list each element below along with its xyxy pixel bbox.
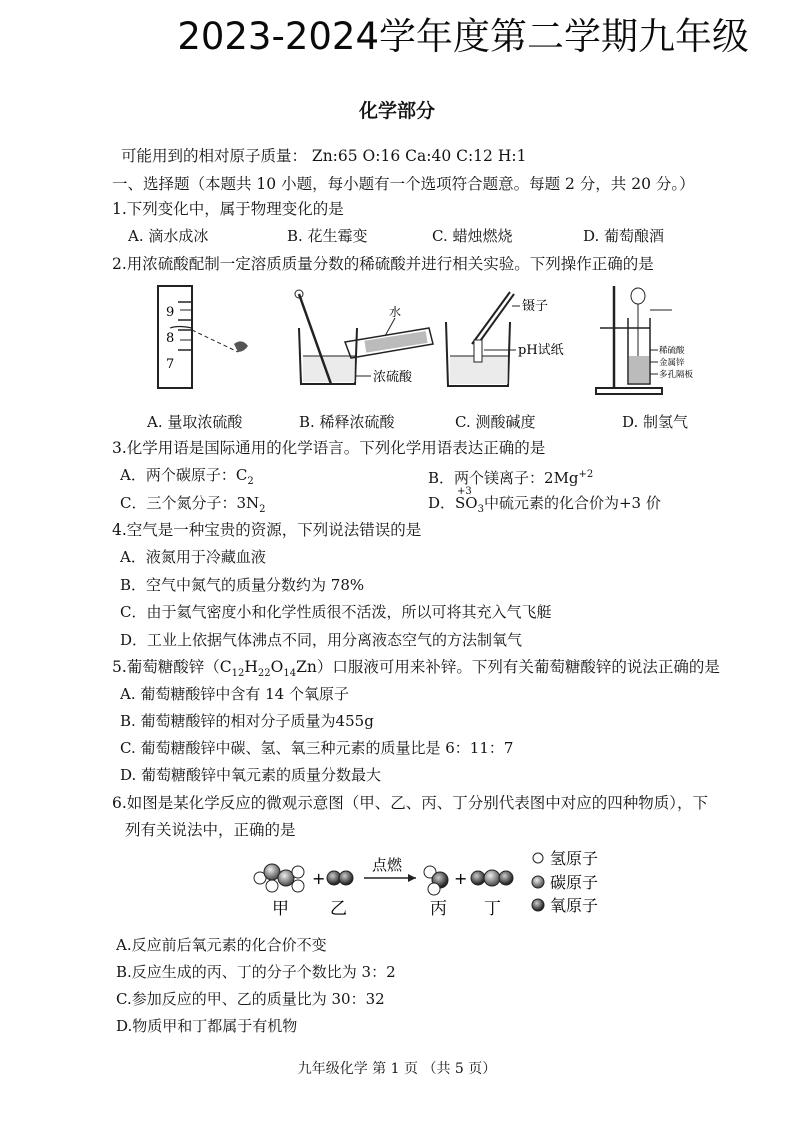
label-jia: 甲 [272,899,289,919]
q2-caption-b: B. 稀释浓硫酸 [299,413,395,431]
molecule-ding [471,870,513,886]
plus-sign-1: + [312,869,326,888]
label-bing: 丙 [430,899,447,919]
q2-stem: 2.用浓硫酸配制一定溶质质量分数的稀硫酸并进行相关实验。下列操作正确的是 [112,255,654,273]
figure-a-cylinder [150,284,260,394]
legend-oxygen: 氧原子 [550,896,599,915]
cylinder-label-7: 7 [166,357,175,372]
q3-option-d: D． +3 $SO_3$中硫元素的化合价为+3 价 [428,486,661,515]
q5-option-d: D. 葡萄糖酸锌中氧元素的质量分数最大 [120,766,382,784]
plus-sign-2: + [454,869,468,888]
q4-option-a: A．液氮用于冷藏血液 [120,548,266,566]
label-ding: 丁 [484,899,501,919]
q1-option-c: C. 蜡烛燃烧 [432,227,513,245]
oxygen-atom-icon [532,899,544,911]
q5-option-a: A. 葡萄糖酸锌中含有 14 个氧原子 [120,685,349,703]
part-one-heading: 一、选择题（本题共 10 小题，每小题有一个选项符合题意。每题 2 分，共 20 分。） [112,175,695,193]
q2-caption-a: A. 量取浓硫酸 [147,413,243,431]
q1-option-b: B. 花生霉变 [287,227,368,245]
dilute-acid-label: 稀硫酸 [659,346,685,356]
acid-label: 浓硫酸 [373,370,413,385]
hydrogen-atom-icon [533,853,543,863]
q4-stem: 4.空气是一种宝贵的资源，下列说法错误的是 [112,521,422,539]
q5-option-b: B. 葡萄糖酸锌的相对分子质量为455g [120,712,374,730]
q2-caption-c: C. 测酸碱度 [455,413,536,431]
label-yi: 乙 [330,899,347,919]
q3-option-b: B．两个镁离子：$2Mg^{+2}$ [428,469,594,487]
porous-plate-label: 多孔隔板 [659,370,694,380]
molecule-bing [424,866,448,895]
q3-stem: 3.化学用语是国际通用的化学语言。下列化学用语表达正确的是 [112,439,546,457]
q1-stem: 1.下列变化中，属于物理变化的是 [112,200,344,218]
q4-option-d: D．工业上依据气体沸点不同，用分离液态空气的方法制氧气 [120,631,523,649]
q1-option-a: A. 滴水成冰 [128,227,209,245]
q5-option-c: C. 葡萄糖酸锌中碳、氢、氧三种元素的质量比是 6：11：7 [120,739,514,757]
q3-option-a: A．两个碳原子：$C_2$ [120,466,254,487]
water-label: 水 [389,305,402,319]
atomic-masses: 可能用到的相对原子质量： Zn:65 O:16 Ca:40 C:12 H:1 [121,147,527,165]
ph-paper-label: pH试纸 [518,343,564,358]
legend-hydrogen: 氢原子 [550,849,599,868]
q1-option-d: D. 葡萄酿酒 [583,227,665,245]
exam-title: 2023-2024学年度第二学期九年级 [177,15,749,58]
figure-c-ph-test [440,284,580,394]
q5-stem: 5.葡萄糖酸锌$(C_{12}H_{22}O_{14}Zn)$口服液可用来补锌。下列有关葡萄糖酸锌的说法正确的是 [112,658,720,680]
page-footer: 九年级化学 第 1 页 （共 5 页） [297,1061,497,1077]
figure-d-hydrogen-apparatus [592,282,702,400]
q6-option-c: C.参加反应的甲、乙的质量比为 30：32 [116,990,385,1008]
q6-option-d: D.物质甲和丁都属于有机物 [116,1017,298,1035]
q4-option-c: C．由于氦气密度小和化学性质很不活泼，所以可将其充入气飞艇 [120,603,552,621]
reaction-arrow-head [408,874,416,882]
q4-option-b: B．空气中氮气的质量分数约为 78% [120,576,365,594]
molecule-jia [254,864,304,892]
section-title: 化学部分 [358,100,435,122]
carbon-atom-icon [532,876,544,888]
tweezers-label: 镊子 [522,299,549,314]
figure-b-dilution [285,284,445,394]
q6-stem-line2: 列有关说法中，正确的是 [125,821,296,839]
reaction-condition: 点燃 [372,856,403,874]
reaction-diagram [250,842,630,922]
metal-zinc-label: 金属锌 [659,358,685,368]
q2-caption-d: D. 制氢气 [622,413,689,431]
cylinder-label-8: 8 [166,331,175,346]
q6-option-a: A.反应前后氧元素的化合价不变 [116,936,327,954]
q6-stem-line1: 6.如图是某化学反应的微观示意图（甲、乙、丙、丁分别代表图中对应的四种物质），下 [112,794,709,812]
legend-carbon: 碳原子 [550,873,599,892]
molecule-yi [327,871,353,885]
q3-option-c: C．三个氮分子：$3N_2$ [120,494,266,515]
cylinder-label-9: 9 [166,305,175,320]
q6-option-b: B.反应生成的丙、丁的分子个数比为 3：2 [116,963,396,981]
